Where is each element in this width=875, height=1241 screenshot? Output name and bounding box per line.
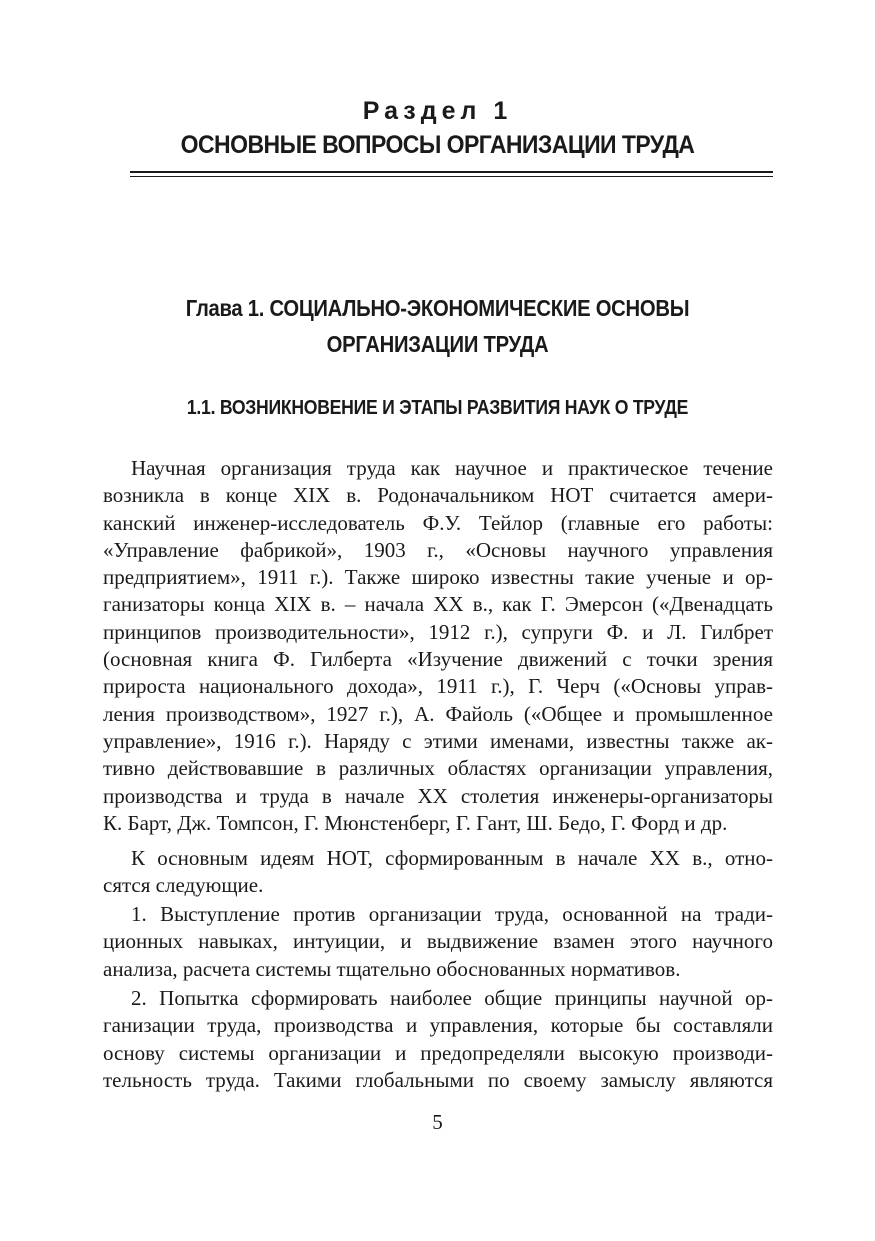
chapter-title (53, 290, 823, 362)
text-line: тивно действовавшие в различных областях организации управления, (103, 756, 773, 781)
text-line: сятся следующие. (103, 873, 264, 898)
text-line: К. Барт, Дж. Томпсон, Г. Мюнстенберг, Г. Гант, Ш. Бедо, Г. Форд и др. (103, 810, 728, 835)
text-line: ганизации труда, производства и управления, которые бы составляли (103, 1013, 773, 1038)
paragraph-4 (103, 985, 773, 1094)
text-line: ционных навыках, интуиции, и выдвижение взамен этого научного (103, 929, 773, 954)
text-line: анализа, расчета системы тщательно обоснованных нормативов. (103, 956, 681, 981)
paragraph-1 (103, 455, 773, 837)
page-number: 5 (432, 1110, 443, 1134)
text-line: производства и труда в начале XX столетия инженеры-организаторы (103, 783, 773, 808)
text-line: возникла в конце XIX в. Родоначальником НОТ считается амери- (103, 483, 773, 508)
text-line: 2. Попытка сформировать наиболее общие принципы научной ор- (131, 986, 773, 1010)
subsection-title: 1.1. ВОЗНИКНОВЕНИЕ И ЭТАПЫ РАЗВИТИЯ НАУК О ТРУДЕ (186, 397, 689, 419)
chapter-title-line-1: Глава 1. СОЦИАЛЬНО-ЭКОНОМИЧЕСКИЕ ОСНОВЫ (185, 295, 690, 321)
text-line: канский инженер-исследователь Ф.У. Тейлор (главные его работы: (103, 510, 773, 535)
chapter-title-line-2: ОРГАНИЗАЦИИ ТРУДА (326, 331, 549, 357)
text-line: тельность труда. Такими глобальными по своему замыслу являются (103, 1067, 773, 1092)
section-label: Раздел 1 (362, 97, 513, 125)
text-line: принципов производительности», 1912 г.), супруги Ф. и Л. Гилбрет (103, 619, 773, 644)
text-line: 1. Выступление против организации труда, основанной на тради- (131, 902, 773, 926)
paragraph-3 (103, 901, 773, 983)
header-rule-thick (130, 171, 773, 173)
header-rule-thin (130, 176, 773, 177)
paragraph-2 (103, 845, 773, 900)
text-line: «Управление фабрикой», 1903 г., «Основы научного управления (103, 537, 773, 562)
text-line: предприятием», 1911 г.). Также широко известны такие ученые и ор- (103, 565, 773, 590)
text-line: ганизаторы конца XIX в. – начала XX в., как Г. Эмерсон («Двенадцать (103, 592, 773, 617)
section-title: ОСНОВНЫЕ ВОПРОСЫ ОРГАНИЗАЦИИ ТРУДА (180, 131, 695, 159)
text-line: ления производством», 1927 г.), А. Файоль («Общее и промышленное (103, 701, 773, 726)
text-line: прироста национального дохода», 1911 г.), Г. Черч («Основы управ- (103, 674, 773, 699)
text-line: управление», 1916 г.). Наряду с этими именами, известны также ак- (103, 728, 773, 753)
text-line: Научная организация труда как научное и практическое течение (131, 456, 773, 480)
text-line: К основным идеям НОТ, сформированным в начале XX в., отно- (131, 846, 773, 870)
text-line: (основная книга Ф. Гилберта «Изучение движений с точки зрения (103, 647, 773, 672)
text-line: основу системы организации и предопределяли высокую производи- (103, 1040, 773, 1065)
